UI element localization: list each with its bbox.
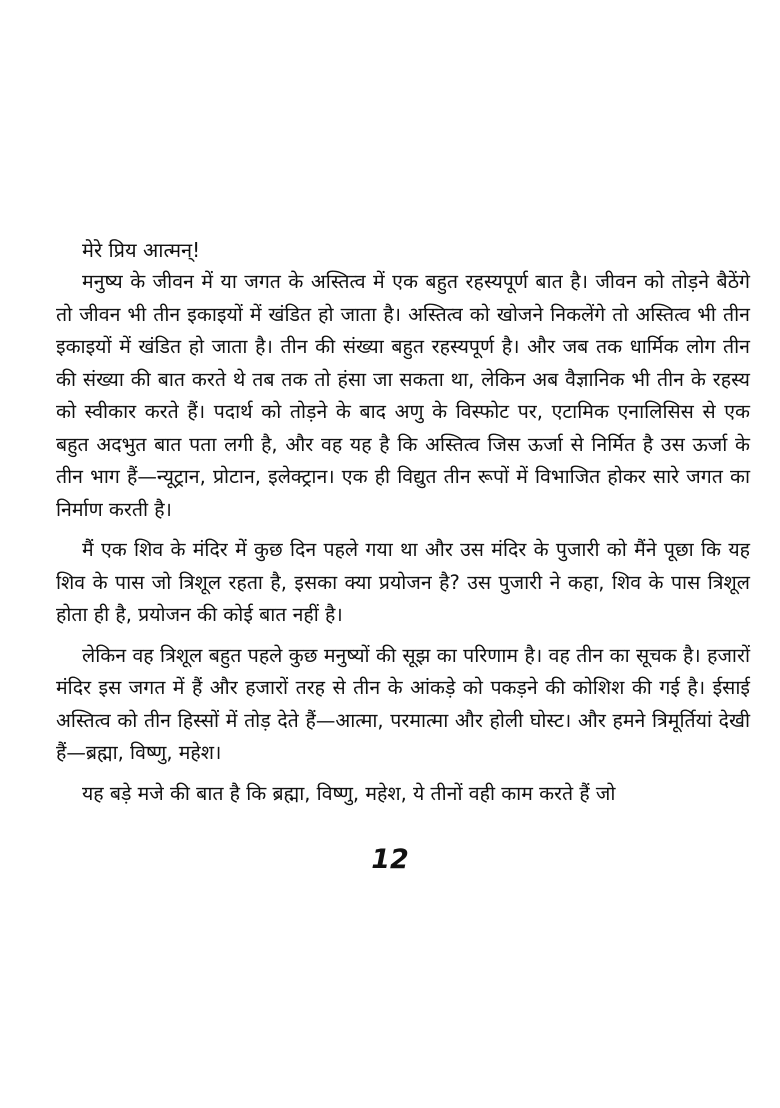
salutation: मेरे प्रिय आत्मन्! [82, 238, 201, 262]
paragraph-2: मैं एक शिव के मंदिर में कुछ दिन पहले गया था और उस मंदिर के पुजारी को मैंने पूछा कि यह शिव के पास जो त्रिशूल रहता है, इसका क्या प्रयोजन है? उस पुजारी ने कहा, शिव के पास त्रिशूल होता ही है, प्रयोजन की कोई बात नहीं है। [56, 538, 750, 626]
paragraph-4: यह बड़े मजे की बात है कि ब्रह्मा, विष्णु, महेश, ये तीनों वही काम करते हैं जो [82, 781, 616, 805]
page-body [56, 234, 750, 810]
page-number: 12 [371, 844, 409, 875]
paragraph-3: लेकिन वह त्रिशूल बहुत पहले कुछ मनुष्यों की सूझ का परिणाम है। वह तीन का सूचक है। हजारों मंदिर इस जगत में हैं और हजारों तरह से तीन के आंकड़े को पकड़ने की कोशिश की गई है। ईसाई अस्तित्व को तीन हिस्सों में तोड़ देते हैं—आत्मा, परमात्मा और होली घोस्ट। और हमने त्रिमूर्तियां देखी हैं—ब्रह्मा, विष्णु, महेश। [56, 643, 750, 764]
paragraph-1: मनुष्य के जीवन में या जगत के अस्तित्व में एक बहुत रहस्यपूर्ण बात है। जीवन को तोड़ने बैठेंगे तो जीवन भी तीन इकाइयों में खंडित हो जाता है। अस्तित्व को खोजने निकलेंगे तो अस्तित्व भी तीन इकाइयों में खंडित हो जाता है। तीन की संख्या बहुत रहस्यपूर्ण है। और जब तक धार्मिक लोग तीन की संख्या की बात करते थे तब तक तो हंसा जा सकता था, लेकिन अब वैज्ञानिक भी तीन के रहस्य को स्वीकार करते हैं। पदार्थ को तोड़ने के बाद अणु के विस्फोट पर, एटामिक एनालिसिस से एक बहुत अदभुत बात पता लगी है, और वह यह है कि अस्तित्व जिस ऊर्जा से निर्मित है उस ऊर्जा के तीन भाग हैं—न्यूट्रान, प्रोटान, इलेक्ट्रान। एक ही विद्युत तीन रूपों में विभाजित होकर सारे जगत का निर्माण करती है। [56, 270, 750, 521]
